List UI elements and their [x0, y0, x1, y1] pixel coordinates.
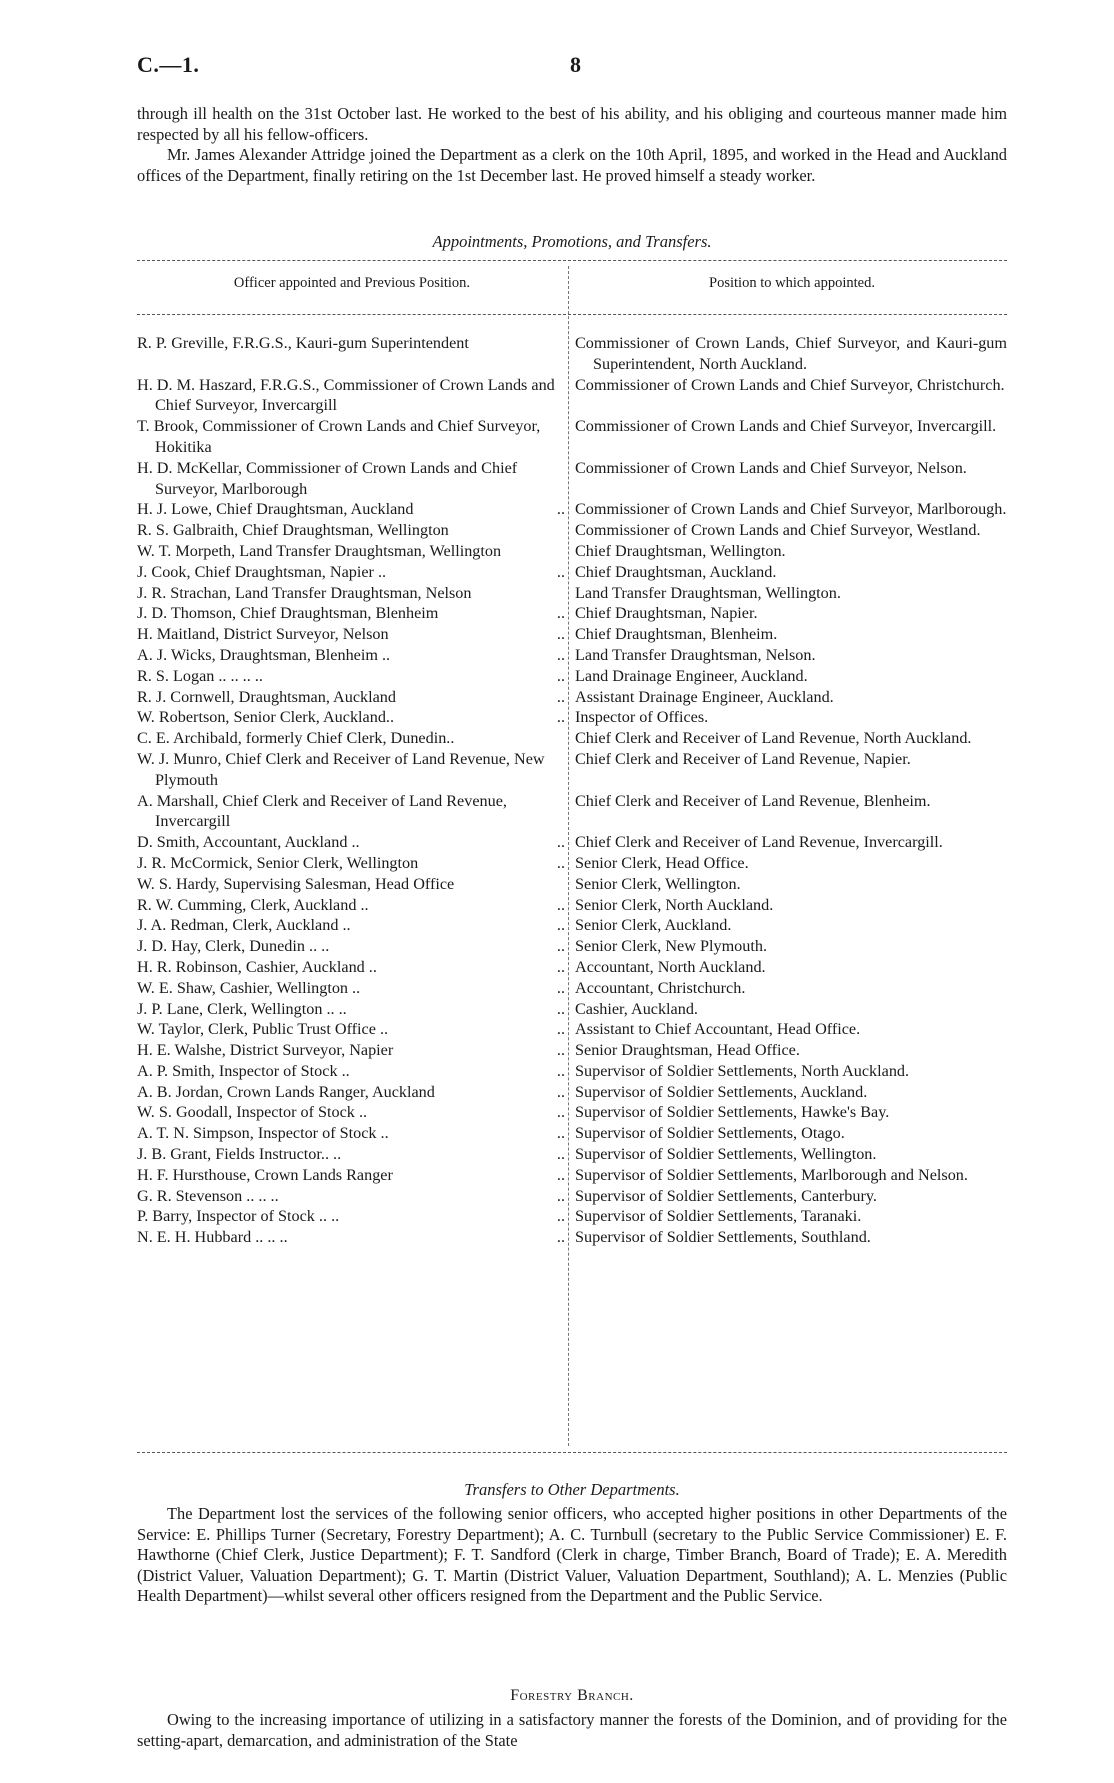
- officer-cell: [137, 728, 565, 749]
- table-row: [137, 416, 1007, 458]
- position-cell: Supervisor of Soldier Settlements, Otago.: [575, 1124, 845, 1143]
- leader-dots: ..: [556, 833, 565, 852]
- table-row: [137, 791, 1007, 833]
- officer-text: C. E. Archibald, formerly Chief Clerk, Dunedin..: [137, 729, 455, 748]
- position-cell: Supervisor of Soldier Settlements, Auckland.: [575, 1082, 868, 1101]
- officer-cell: [137, 978, 565, 999]
- officer-cell: [137, 333, 565, 375]
- position-cell: Chief Draughtsman, Blenheim.: [575, 625, 778, 644]
- position-cell: Chief Draughtsman, Wellington.: [575, 541, 786, 560]
- table-row: [137, 1040, 1007, 1061]
- officer-text: H. E. Walshe, District Surveyor, Napier: [137, 1041, 394, 1060]
- table-row: [137, 853, 1007, 874]
- table-row: [137, 978, 1007, 999]
- leader-dots: ..: [556, 916, 565, 935]
- officer-cell: [137, 749, 565, 791]
- officer-text: D. Smith, Accountant, Auckland ..: [137, 833, 360, 852]
- position-cell: Senior Clerk, Wellington.: [575, 874, 741, 893]
- officer-text: H. F. Hursthouse, Crown Lands Ranger: [137, 1165, 393, 1184]
- officer-text: R. S. Logan .. .. .. ..: [137, 666, 263, 685]
- officer-text: J. Cook, Chief Draughtsman, Napier ..: [137, 562, 387, 581]
- position-cell: Senior Clerk, North Auckland.: [575, 895, 774, 914]
- officer-text: W. J. Munro, Chief Clerk and Receiver of Land Revenue, New Plymouth: [137, 749, 545, 789]
- table-row: [137, 375, 1007, 417]
- column-header-officer: Officer appointed and Previous Position.: [233, 275, 471, 291]
- leader-dots: ..: [556, 1207, 565, 1226]
- position-cell: Supervisor of Soldier Settlements, Taranaki.: [575, 1207, 862, 1226]
- officer-text: H. D. McKellar, Commissioner of Crown Lands and Chief Surveyor, Marlborough: [137, 458, 518, 498]
- officer-cell: [137, 645, 565, 666]
- position-cell: Supervisor of Soldier Settlements, North Auckland.: [575, 1061, 910, 1080]
- officer-text: J. B. Grant, Fields Instructor.. ..: [137, 1145, 342, 1164]
- position-cell: Commissioner of Crown Lands and Chief Surveyor, Invercargill.: [575, 417, 997, 436]
- leader-dots: ..: [556, 1165, 565, 1184]
- leader-dots: ..: [556, 1228, 565, 1247]
- position-cell: Land Transfer Draughtsman, Nelson.: [575, 645, 816, 664]
- table-row: [137, 936, 1007, 957]
- table-row: [137, 458, 1007, 500]
- officer-text: H. D. M. Haszard, F.R.G.S., Commissioner of Crown Lands and Chief Surveyor, Invercargill: [137, 375, 555, 415]
- officer-cell: [137, 957, 565, 978]
- table-header-rule: [137, 314, 1007, 315]
- position-cell: Commissioner of Crown Lands and Chief Surveyor, Marlborough.: [575, 500, 1007, 519]
- table-row: [137, 645, 1007, 666]
- position-cell: Inspector of Offices.: [575, 708, 709, 727]
- table-row: [137, 1102, 1007, 1123]
- table-header: [137, 275, 1007, 299]
- table-top-rule: [137, 260, 1007, 261]
- leader-dots: ..: [556, 687, 565, 706]
- leader-dots: ..: [556, 604, 565, 623]
- officer-cell: [137, 1040, 565, 1061]
- leader-dots: ..: [556, 937, 565, 956]
- leader-dots: ..: [556, 957, 565, 976]
- table-row: [137, 541, 1007, 562]
- position-cell: Senior Draughtsman, Head Office.: [575, 1041, 800, 1060]
- table-row: [137, 1061, 1007, 1082]
- position-cell: Assistant to Chief Accountant, Head Office.: [575, 1020, 861, 1039]
- officer-cell: [137, 1206, 565, 1227]
- leader-dots: ..: [556, 500, 565, 519]
- position-cell: Commissioner of Crown Lands and Chief Surveyor, Christchurch.: [575, 375, 1005, 394]
- position-cell: Commissioner of Crown Lands and Chief Surveyor, Westland.: [575, 521, 981, 540]
- officer-text: J. D. Thomson, Chief Draughtsman, Blenheim: [137, 604, 439, 623]
- table-row: [137, 562, 1007, 583]
- leader-dots: ..: [556, 645, 565, 664]
- table-row: [137, 957, 1007, 978]
- position-cell: Chief Clerk and Receiver of Land Revenue, Blenheim.: [575, 791, 931, 810]
- officer-cell: [137, 1082, 565, 1103]
- leader-dots: ..: [556, 853, 565, 872]
- table-row: [137, 1186, 1007, 1207]
- leader-dots: ..: [556, 1061, 565, 1080]
- table-row: [137, 1144, 1007, 1165]
- appointments-table: [137, 333, 1007, 1248]
- intro-paragraph: Mr. James Alexander Attridge joined the Department as a clerk on the 10th April, 1895, and worked in the Head and Auckland offices of the Department, finally retiring on the 1st December last. He proved himself a steady worker.: [137, 145, 1007, 185]
- officer-text: T. Brook, Commissioner of Crown Lands and Chief Surveyor, Hokitika: [137, 417, 541, 456]
- leader-dots: ..: [556, 895, 565, 914]
- table-row: [137, 333, 1007, 375]
- transfers-paragraph: The Department lost the services of the following senior officers, who accepted higher positions in other Departments of the Service: E. Phillips Turner (Secretary, Forestry Department); A. C. Turnbull (secretary to the Public Service Commissioner) E. F. Hawthorne (Chief Clerk, Justice Department); F. T. Sandford (Clerk in charge, Timber Branch, Board of Trade); E. A. Meredith (District Valuer, Valuation Department); G. T. Martin (District Valuer, Valuation Department, Southland); A. L. Menzies (Public Health Department)—whilst several other officers resigned from the Department and the Public Service.: [137, 1504, 1007, 1605]
- table-row: [137, 1123, 1007, 1144]
- position-cell: Commissioner of Crown Lands, Chief Surveyor, and Kauri-gum Superintendent, North Auckland.: [575, 334, 1007, 373]
- officer-cell: [137, 915, 565, 936]
- transfers-title: Transfers to Other Departments.: [464, 1480, 680, 1499]
- leader-dots: ..: [556, 1124, 565, 1143]
- officer-text: J. D. Hay, Clerk, Dunedin .. ..: [137, 937, 330, 956]
- forestry-paragraph: Owing to the increasing importance of utilizing in a satisfactory manner the forests of the Dominion, and of providing for the setting-apart, demarcation, and administration of the State: [137, 1710, 1007, 1750]
- officer-cell: [137, 1227, 565, 1248]
- leader-dots: ..: [556, 978, 565, 997]
- table-row: [137, 728, 1007, 749]
- officer-cell: [137, 936, 565, 957]
- table-row: [137, 624, 1007, 645]
- officer-cell: [137, 1165, 565, 1186]
- position-cell: Accountant, Christchurch.: [575, 978, 746, 997]
- forestry-title: Forestry Branch.: [510, 1687, 634, 1704]
- officer-text: A. T. N. Simpson, Inspector of Stock ..: [137, 1124, 389, 1143]
- position-cell: Senior Clerk, Head Office.: [575, 853, 749, 872]
- table-row: [137, 832, 1007, 853]
- officer-cell: [137, 874, 565, 895]
- table-row: [137, 1165, 1007, 1186]
- document-reference: C.—1.: [137, 52, 200, 77]
- officer-text: H. J. Lowe, Chief Draughtsman, Auckland: [137, 500, 414, 519]
- officer-cell: [137, 791, 565, 833]
- position-cell: Land Drainage Engineer, Auckland.: [575, 666, 808, 685]
- officer-text: W. T. Morpeth, Land Transfer Draughtsman, Wellington: [137, 541, 502, 560]
- officer-cell: [137, 624, 565, 645]
- position-cell: Supervisor of Soldier Settlements, Hawke's Bay.: [575, 1103, 890, 1122]
- page-header: [137, 52, 1007, 82]
- position-cell: Chief Clerk and Receiver of Land Revenue, Napier.: [575, 749, 911, 768]
- position-cell: Chief Clerk and Receiver of Land Revenue, Invercargill.: [575, 833, 943, 852]
- leader-dots: ..: [556, 999, 565, 1018]
- position-cell: Senior Clerk, New Plymouth.: [575, 937, 767, 956]
- position-cell: Cashier, Auckland.: [575, 999, 698, 1018]
- officer-cell: [137, 1186, 565, 1207]
- page-number: 8: [570, 52, 581, 77]
- leader-dots: ..: [556, 1186, 565, 1205]
- table-row: [137, 603, 1007, 624]
- officer-cell: [137, 999, 565, 1020]
- leader-dots: ..: [556, 1145, 565, 1164]
- leader-dots: ..: [556, 1041, 565, 1060]
- officer-text: J. R. McCormick, Senior Clerk, Wellington: [137, 853, 419, 872]
- position-cell: Supervisor of Soldier Settlements, Wellington.: [575, 1145, 877, 1164]
- officer-cell: [137, 499, 565, 520]
- table-row: [137, 1082, 1007, 1103]
- table-row: [137, 999, 1007, 1020]
- forestry-text-block: [137, 1710, 1007, 1751]
- intro-text: [137, 104, 1007, 186]
- table-row: [137, 583, 1007, 604]
- officer-text: R. W. Cumming, Clerk, Auckland ..: [137, 895, 369, 914]
- officer-text: A. B. Jordan, Crown Lands Ranger, Auckland: [137, 1082, 435, 1101]
- table-row: [137, 687, 1007, 708]
- position-cell: Chief Draughtsman, Auckland.: [575, 562, 777, 581]
- officer-cell: [137, 520, 565, 541]
- table-row: [137, 707, 1007, 728]
- officer-cell: [137, 895, 565, 916]
- officer-text: H. Maitland, District Surveyor, Nelson: [137, 625, 389, 644]
- position-cell: Assistant Drainage Engineer, Auckland.: [575, 687, 834, 706]
- officer-cell: [137, 1061, 565, 1082]
- table-bottom-rule: [137, 1452, 1007, 1453]
- appointments-title: Appointments, Promotions, and Transfers.: [432, 232, 712, 251]
- position-cell: Chief Clerk and Receiver of Land Revenue, North Auckland.: [575, 729, 972, 748]
- leader-dots: ..: [556, 708, 565, 727]
- officer-text: W. S. Hardy, Supervising Salesman, Head Office: [137, 874, 455, 893]
- table-row: [137, 1227, 1007, 1248]
- officer-text: R. P. Greville, F.R.G.S., Kauri-gum Superintendent: [137, 334, 469, 352]
- leader-dots: ..: [556, 666, 565, 685]
- officer-cell: [137, 1019, 565, 1040]
- position-cell: Supervisor of Soldier Settlements, Marlborough and Nelson.: [575, 1165, 968, 1184]
- officer-cell: [137, 707, 565, 728]
- position-cell: Chief Draughtsman, Napier.: [575, 604, 758, 623]
- officer-text: N. E. H. Hubbard .. .. ..: [137, 1228, 288, 1247]
- table-row: [137, 895, 1007, 916]
- table-row: [137, 499, 1007, 520]
- officer-text: W. S. Goodall, Inspector of Stock ..: [137, 1103, 368, 1122]
- position-cell: Supervisor of Soldier Settlements, Canterbury.: [575, 1186, 877, 1205]
- transfers-text-block: [137, 1504, 1007, 1607]
- officer-text: W. E. Shaw, Cashier, Wellington ..: [137, 978, 361, 997]
- officer-cell: [137, 832, 565, 853]
- leader-dots: ..: [556, 625, 565, 644]
- table-row: [137, 666, 1007, 687]
- officer-cell: [137, 687, 565, 708]
- officer-text: P. Barry, Inspector of Stock .. ..: [137, 1207, 340, 1226]
- table-row: [137, 915, 1007, 936]
- officer-cell: [137, 666, 565, 687]
- officer-cell: [137, 583, 565, 604]
- officer-text: H. R. Robinson, Cashier, Auckland ..: [137, 957, 377, 976]
- officer-cell: [137, 1102, 565, 1123]
- column-header-position: Position to which appointed.: [709, 275, 875, 291]
- officer-cell: [137, 603, 565, 624]
- officer-text: R. S. Galbraith, Chief Draughtsman, Wellington: [137, 521, 449, 540]
- officer-text: J. R. Strachan, Land Transfer Draughtsman, Nelson: [137, 583, 472, 602]
- leader-dots: ..: [556, 562, 565, 581]
- officer-cell: [137, 853, 565, 874]
- officer-text: R. J. Cornwell, Draughtsman, Auckland: [137, 687, 396, 706]
- leader-dots: ..: [556, 1103, 565, 1122]
- leader-dots: ..: [556, 1082, 565, 1101]
- officer-text: A. J. Wicks, Draughtsman, Blenheim ..: [137, 645, 391, 664]
- leader-dots: ..: [556, 1020, 565, 1039]
- officer-text: G. R. Stevenson .. .. ..: [137, 1186, 279, 1205]
- officer-text: J. A. Redman, Clerk, Auckland ..: [137, 916, 351, 935]
- position-cell: Accountant, North Auckland.: [575, 957, 766, 976]
- officer-cell: [137, 458, 565, 500]
- intro-paragraph: through ill health on the 31st October last. He worked to the best of his ability, and his obliging and courteous manner made him respected by all his fellow-officers.: [137, 104, 1007, 144]
- position-cell: Commissioner of Crown Lands and Chief Surveyor, Nelson.: [575, 458, 967, 477]
- officer-cell: [137, 1123, 565, 1144]
- table-row: [137, 749, 1007, 791]
- officer-text: W. Robertson, Senior Clerk, Auckland..: [137, 708, 395, 727]
- table-row: [137, 520, 1007, 541]
- officer-cell: [137, 562, 565, 583]
- position-cell: Senior Clerk, Auckland.: [575, 916, 732, 935]
- officer-cell: [137, 375, 565, 417]
- table-row: [137, 1019, 1007, 1040]
- officer-text: A. P. Smith, Inspector of Stock ..: [137, 1061, 350, 1080]
- officer-cell: [137, 1144, 565, 1165]
- officer-cell: [137, 416, 565, 458]
- officer-text: A. Marshall, Chief Clerk and Receiver of Land Revenue, Invercargill: [137, 791, 507, 831]
- officer-cell: [137, 541, 565, 562]
- position-cell: Supervisor of Soldier Settlements, Southland.: [575, 1228, 871, 1247]
- position-cell: Land Transfer Draughtsman, Wellington.: [575, 583, 841, 602]
- officer-text: W. Taylor, Clerk, Public Trust Office ..: [137, 1020, 389, 1039]
- table-row: [137, 874, 1007, 895]
- officer-text: J. P. Lane, Clerk, Wellington .. ..: [137, 999, 347, 1018]
- table-row: [137, 1206, 1007, 1227]
